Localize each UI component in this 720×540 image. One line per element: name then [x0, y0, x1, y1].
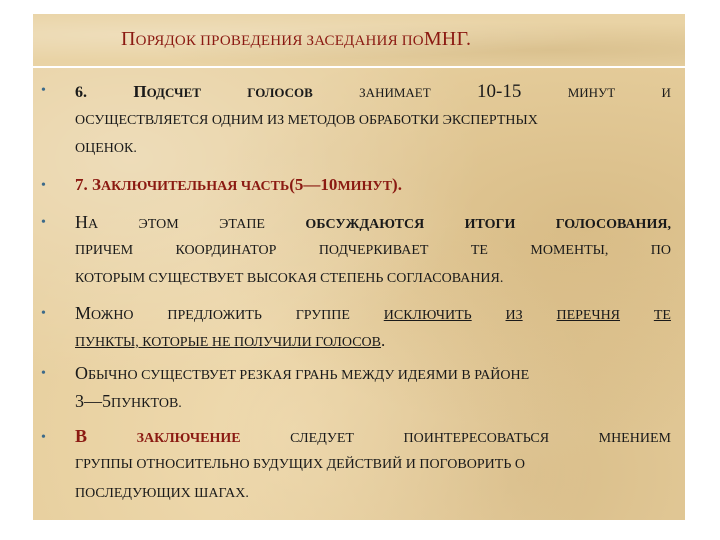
- item-6-line-3: [75, 486, 671, 502]
- word: МНЕНИЕМ: [598, 431, 671, 446]
- text-line: ОСУЩЕСТВЛЯЕТСЯ ОДНИМ ИЗ МЕТОДОВ ОБРАБОТКИ ЭКСПЕРТНЫХ: [75, 113, 538, 128]
- bullet-marker: •: [41, 430, 46, 445]
- word-initial: П: [133, 82, 147, 101]
- word: .: [380, 331, 386, 350]
- item-3-line-1: [75, 212, 671, 233]
- title-bar: [33, 14, 685, 66]
- word: ГРУППЕ: [295, 308, 350, 323]
- word: ПОДЧЕРКИВАЕТ: [318, 243, 429, 258]
- item-5-line-2: [75, 391, 671, 412]
- item-2-line-1: [75, 175, 671, 195]
- item-1-line-3: [75, 141, 671, 157]
- word: И: [661, 85, 671, 100]
- text-line: ГРУППЫ ОТНОСИТЕЛЬНО БУДУЩИХ ДЕЙСТВИЙ И ПОГОВОРИТЬ О: [75, 457, 525, 472]
- bullet-marker: •: [41, 83, 46, 98]
- word: ПРЕДЛОЖИТЬ: [167, 308, 262, 323]
- word: МИНУТ: [337, 179, 393, 194]
- word: ПЕРЕЧНЯ: [556, 308, 621, 323]
- word: ПО: [650, 243, 671, 258]
- word: ИТОГИ: [464, 217, 516, 232]
- text-line: ОЦЕНОК.: [75, 141, 137, 156]
- word: ТЕ: [470, 243, 488, 258]
- item-1-line-1: [75, 81, 671, 103]
- content-panel: [33, 68, 685, 520]
- word: 10-15: [477, 81, 522, 102]
- word-initial: Н: [75, 212, 88, 232]
- word: ЭТАПЕ: [219, 217, 265, 232]
- word: (5—10: [289, 175, 338, 194]
- word: ОЖНО: [91, 308, 134, 323]
- word: В: [75, 426, 88, 446]
- item-number: 6.: [75, 84, 87, 101]
- slide-title: [121, 28, 471, 51]
- item-3-line-3: [75, 271, 671, 287]
- title-abbrev: МНГ.: [423, 28, 472, 50]
- word: СЛЕДУЕТ: [290, 431, 354, 446]
- bullet-marker: •: [41, 178, 46, 193]
- bullet-marker: •: [41, 306, 46, 321]
- item-3-line-2: [75, 243, 671, 259]
- word: ОДСЧЕТ: [146, 85, 201, 100]
- word: ОБСУЖДАЮТСЯ: [305, 217, 425, 232]
- word: ).: [392, 175, 402, 194]
- word: ЭТОМ: [138, 217, 179, 232]
- word: ИСКЛЮЧИТЬ: [383, 308, 472, 323]
- word: ГОЛОСОВАНИЯ,: [555, 217, 671, 232]
- word-initial: М: [75, 303, 92, 323]
- bullet-marker: •: [41, 366, 46, 381]
- word: АКЛЮЧИТЕЛЬНАЯ ЧАСТЬ: [100, 179, 290, 194]
- word: ИЗ: [505, 308, 523, 323]
- word: ПУНКТОВ.: [111, 396, 182, 411]
- word: МИНУТ: [567, 85, 616, 100]
- word-initial: О: [75, 363, 88, 383]
- word: КООРДИНАТОР: [175, 243, 277, 258]
- bullet-marker: •: [41, 215, 46, 230]
- item-4-line-2: [75, 331, 671, 351]
- word: ГОЛОСОВ: [247, 85, 313, 100]
- item-1-line-2: [75, 113, 671, 129]
- word: 3—5: [75, 391, 111, 411]
- item-6-line-2: [75, 457, 671, 473]
- word: ТЕ: [653, 308, 671, 323]
- word: МОМЕНТЫ,: [530, 243, 609, 258]
- word: А: [88, 217, 99, 232]
- text-line: ПУНКТЫ, КОТОРЫЕ НЕ ПОЛУЧИЛИ ГОЛОСОВ: [75, 335, 381, 350]
- text-line: КОТОРЫМ СУЩЕСТВУЕТ ВЫСОКАЯ СТЕПЕНЬ СОГЛАСОВАНИЯ.: [75, 271, 504, 286]
- title-initial: П: [121, 28, 136, 50]
- word: 7. З: [75, 175, 101, 194]
- word: ЗАНИМАЕТ: [359, 85, 431, 100]
- text-line: БЫЧНО СУЩЕСТВУЕТ РЕЗКАЯ ГРАНЬ МЕЖДУ ИДЕЯМИ В РАЙОНЕ: [88, 368, 530, 383]
- text-line: ПОСЛЕДУЮЩИХ ШАГАХ.: [75, 486, 249, 501]
- word: ПОИНТЕРЕСОВАТЬСЯ: [403, 431, 550, 446]
- word: ЗАКЛЮЧЕНИЕ: [136, 431, 241, 446]
- title-main: ОРЯДОК ПРОВЕДЕНИЯ ЗАСЕДАНИЯ ПО: [135, 33, 424, 49]
- item-5-line-1: [75, 363, 671, 384]
- word: ПРИЧЕМ: [75, 243, 134, 258]
- item-6-line-1: [75, 426, 671, 447]
- item-4-line-1: [75, 303, 671, 324]
